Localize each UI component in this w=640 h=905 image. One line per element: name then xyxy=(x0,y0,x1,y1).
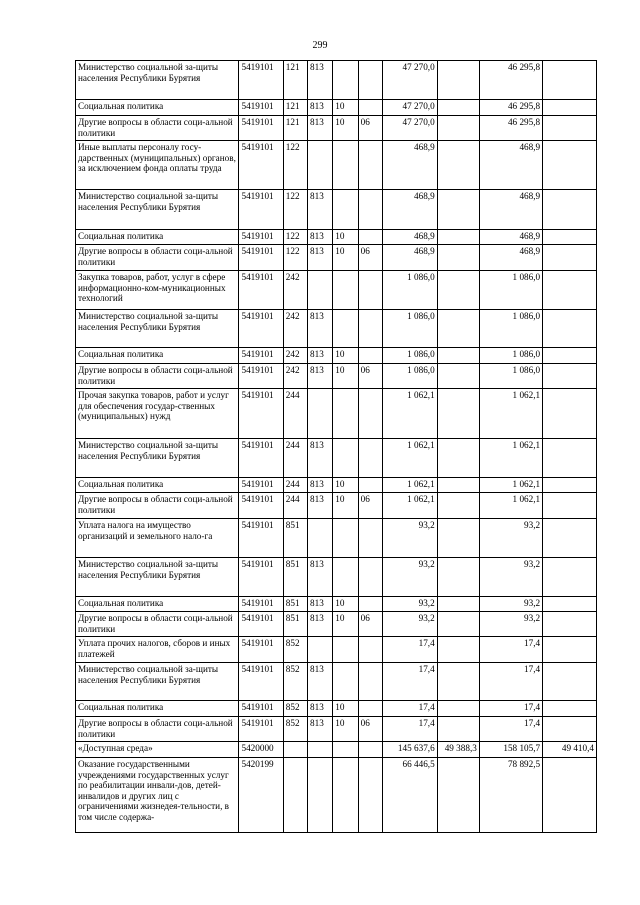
amount-year1-cell: 1 086,0 xyxy=(382,271,437,310)
amount-year1-cell: 93,2 xyxy=(382,558,437,597)
subsection-cell xyxy=(358,61,382,100)
amount-year1-cell: 17,4 xyxy=(382,637,437,663)
amount-year2-federal-cell xyxy=(543,558,597,597)
amount-year2-federal-cell xyxy=(543,637,597,663)
administrator-cell: 813 xyxy=(308,348,333,364)
subsection-cell xyxy=(358,100,382,116)
amount-year1-cell: 93,2 xyxy=(382,612,437,637)
target-article-cell: 5419101 xyxy=(239,597,283,612)
amount-year1-federal-cell xyxy=(437,612,479,637)
row-name-cell: Социальная политика xyxy=(76,348,239,364)
amount-year2-cell: 46 295,8 xyxy=(479,116,542,141)
amount-year2-federal-cell xyxy=(543,271,597,310)
amount-year2-federal-cell xyxy=(543,190,597,230)
subsection-cell: 06 xyxy=(358,717,382,742)
amount-year1-cell: 145 637,6 xyxy=(382,742,437,758)
subsection-cell xyxy=(358,271,382,310)
amount-year1-federal-cell xyxy=(437,190,479,230)
section-cell xyxy=(333,190,358,230)
amount-year1-federal-cell xyxy=(437,701,479,717)
amount-year2-federal-cell xyxy=(543,717,597,742)
amount-year1-cell: 93,2 xyxy=(382,519,437,558)
target-article-cell: 5419101 xyxy=(239,245,283,271)
amount-year2-cell: 93,2 xyxy=(479,558,542,597)
subsection-cell xyxy=(358,519,382,558)
amount-year2-federal-cell xyxy=(543,663,597,701)
table-row xyxy=(76,230,597,245)
administrator-cell xyxy=(308,519,333,558)
amount-year1-federal-cell xyxy=(437,663,479,701)
amount-year2-federal-cell xyxy=(543,116,597,141)
table-row xyxy=(76,637,597,663)
amount-year2-federal-cell xyxy=(543,701,597,717)
amount-year2-cell: 46 295,8 xyxy=(479,100,542,116)
target-article-cell: 5419101 xyxy=(239,190,283,230)
amount-year1-federal-cell xyxy=(437,389,479,439)
amount-year2-cell: 1 086,0 xyxy=(479,348,542,364)
amount-year2-cell: 17,4 xyxy=(479,717,542,742)
target-article-cell: 5419101 xyxy=(239,348,283,364)
table-row xyxy=(76,558,597,597)
amount-year2-federal-cell xyxy=(543,493,597,519)
target-article-cell: 5419101 xyxy=(239,493,283,519)
amount-year2-cell: 46 295,8 xyxy=(479,61,542,100)
amount-year2-federal-cell xyxy=(543,439,597,478)
section-cell xyxy=(333,389,358,439)
budget-table xyxy=(75,60,597,833)
target-article-cell: 5419101 xyxy=(239,478,283,493)
amount-year2-federal-cell xyxy=(543,519,597,558)
table-row xyxy=(76,61,597,100)
amount-year2-federal-cell: 49 410,4 xyxy=(543,742,597,758)
amount-year1-cell: 47 270,0 xyxy=(382,61,437,100)
administrator-cell: 813 xyxy=(308,61,333,100)
row-name-cell: Уплата налога на имущество организаций и земельного нало-га xyxy=(76,519,239,558)
row-name-cell: Министерство социальной за-щиты населения Республики Бурятия xyxy=(76,663,239,701)
section-cell: 10 xyxy=(333,116,358,141)
subsection-cell xyxy=(358,663,382,701)
amount-year1-federal-cell xyxy=(437,348,479,364)
row-name-cell: Другие вопросы в области соци-альной политики xyxy=(76,612,239,637)
target-article-cell: 5420199 xyxy=(239,758,283,833)
amount-year2-cell: 17,4 xyxy=(479,637,542,663)
amount-year2-cell: 1 062,1 xyxy=(479,493,542,519)
administrator-cell: 813 xyxy=(308,116,333,141)
subsection-cell: 06 xyxy=(358,364,382,389)
row-name-cell: Другие вопросы в области соци-альной политики xyxy=(76,364,239,389)
administrator-cell xyxy=(308,271,333,310)
target-article-cell: 5419101 xyxy=(239,637,283,663)
administrator-cell: 813 xyxy=(308,663,333,701)
target-article-cell: 5419101 xyxy=(239,558,283,597)
subsection-cell xyxy=(358,742,382,758)
amount-year2-cell: 1 062,1 xyxy=(479,478,542,493)
subsection-cell xyxy=(358,558,382,597)
subsection-cell xyxy=(358,439,382,478)
amount-year2-cell: 17,4 xyxy=(479,663,542,701)
amount-year1-federal-cell xyxy=(437,245,479,271)
expense-type-cell: 851 xyxy=(283,519,307,558)
row-name-cell: Уплата прочих налогов, сборов и иных платежей xyxy=(76,637,239,663)
subsection-cell: 06 xyxy=(358,612,382,637)
section-cell xyxy=(333,271,358,310)
expense-type-cell: 122 xyxy=(283,141,307,190)
amount-year1-cell: 1 062,1 xyxy=(382,478,437,493)
section-cell xyxy=(333,439,358,478)
section-cell xyxy=(333,637,358,663)
amount-year2-cell: 78 892,5 xyxy=(479,758,542,833)
target-article-cell: 5419101 xyxy=(239,271,283,310)
amount-year1-cell: 17,4 xyxy=(382,717,437,742)
target-article-cell: 5419101 xyxy=(239,100,283,116)
amount-year1-federal-cell xyxy=(437,230,479,245)
table-row xyxy=(76,116,597,141)
amount-year2-cell: 93,2 xyxy=(479,519,542,558)
row-name-cell: Другие вопросы в области соци-альной политики xyxy=(76,493,239,519)
table-row xyxy=(76,493,597,519)
subsection-cell: 06 xyxy=(358,493,382,519)
section-cell xyxy=(333,558,358,597)
subsection-cell xyxy=(358,478,382,493)
target-article-cell: 5419101 xyxy=(239,364,283,389)
table-row xyxy=(76,310,597,348)
row-name-cell: Прочая закупка товаров, работ и услуг для обеспечения государ-ственных (муниципальных) нужд xyxy=(76,389,239,439)
amount-year1-federal-cell xyxy=(437,439,479,478)
administrator-cell xyxy=(308,637,333,663)
row-name-cell: Социальная политика xyxy=(76,597,239,612)
administrator-cell xyxy=(308,742,333,758)
amount-year2-cell: 1 086,0 xyxy=(479,310,542,348)
table-row xyxy=(76,439,597,478)
table-row xyxy=(76,597,597,612)
administrator-cell: 813 xyxy=(308,701,333,717)
row-name-cell: Министерство социальной за-щиты населения Республики Бурятия xyxy=(76,439,239,478)
amount-year2-cell: 468,9 xyxy=(479,230,542,245)
amount-year2-cell: 1 086,0 xyxy=(479,364,542,389)
amount-year1-cell: 1 062,1 xyxy=(382,493,437,519)
expense-type-cell: 244 xyxy=(283,478,307,493)
amount-year2-cell: 1 086,0 xyxy=(479,271,542,310)
section-cell: 10 xyxy=(333,612,358,637)
section-cell: 10 xyxy=(333,597,358,612)
administrator-cell: 813 xyxy=(308,364,333,389)
page-number: 299 xyxy=(312,40,328,51)
subsection-cell xyxy=(358,597,382,612)
subsection-cell xyxy=(358,190,382,230)
amount-year1-cell: 468,9 xyxy=(382,230,437,245)
administrator-cell: 813 xyxy=(308,439,333,478)
table-row xyxy=(76,389,597,439)
amount-year1-federal-cell xyxy=(437,100,479,116)
section-cell: 10 xyxy=(333,348,358,364)
row-name-cell: Министерство социальной за-щиты населения Республики Бурятия xyxy=(76,61,239,100)
expense-type-cell: 121 xyxy=(283,100,307,116)
section-cell: 10 xyxy=(333,230,358,245)
target-article-cell: 5419101 xyxy=(239,116,283,141)
row-name-cell: Оказание государственными учреждениями государственных услуг по реабилитации инвали-дов, детей-инвалидов и других лиц с ограничениями жизнедея-тельности, в том числе содержа- xyxy=(76,758,239,833)
expense-type-cell: 122 xyxy=(283,190,307,230)
row-name-cell: Социальная политика xyxy=(76,100,239,116)
amount-year1-cell: 1 062,1 xyxy=(382,439,437,478)
administrator-cell xyxy=(308,141,333,190)
administrator-cell: 813 xyxy=(308,597,333,612)
target-article-cell: 5419101 xyxy=(239,663,283,701)
amount-year1-cell: 468,9 xyxy=(382,190,437,230)
amount-year1-cell: 66 446,5 xyxy=(382,758,437,833)
expense-type-cell: 851 xyxy=(283,612,307,637)
amount-year1-cell: 47 270,0 xyxy=(382,100,437,116)
table-row xyxy=(76,717,597,742)
amount-year1-federal-cell xyxy=(437,141,479,190)
expense-type-cell: 242 xyxy=(283,348,307,364)
subsection-cell: 06 xyxy=(358,116,382,141)
amount-year1-cell: 93,2 xyxy=(382,597,437,612)
administrator-cell: 813 xyxy=(308,190,333,230)
administrator-cell xyxy=(308,389,333,439)
amount-year1-federal-cell xyxy=(437,493,479,519)
table-row xyxy=(76,663,597,701)
section-cell: 10 xyxy=(333,717,358,742)
expense-type-cell: 244 xyxy=(283,389,307,439)
subsection-cell: 06 xyxy=(358,245,382,271)
section-cell xyxy=(333,61,358,100)
amount-year2-federal-cell xyxy=(543,758,597,833)
administrator-cell: 813 xyxy=(308,310,333,348)
amount-year2-federal-cell xyxy=(543,141,597,190)
row-name-cell: Другие вопросы в области соци-альной политики xyxy=(76,717,239,742)
table-row xyxy=(76,701,597,717)
expense-type-cell: 242 xyxy=(283,271,307,310)
target-article-cell: 5419101 xyxy=(239,612,283,637)
amount-year2-federal-cell xyxy=(543,61,597,100)
expense-type-cell: 244 xyxy=(283,439,307,478)
amount-year1-cell: 1 086,0 xyxy=(382,364,437,389)
section-cell: 10 xyxy=(333,493,358,519)
section-cell: 10 xyxy=(333,100,358,116)
target-article-cell: 5420000 xyxy=(239,742,283,758)
table-row xyxy=(76,190,597,230)
administrator-cell xyxy=(308,758,333,833)
amount-year1-federal-cell xyxy=(437,271,479,310)
amount-year1-cell: 1 062,1 xyxy=(382,389,437,439)
expense-type-cell: 851 xyxy=(283,558,307,597)
expense-type-cell xyxy=(283,758,307,833)
amount-year1-cell: 17,4 xyxy=(382,663,437,701)
expense-type-cell: 242 xyxy=(283,310,307,348)
subsection-cell xyxy=(358,637,382,663)
target-article-cell: 5419101 xyxy=(239,519,283,558)
amount-year2-federal-cell xyxy=(543,478,597,493)
table-row xyxy=(76,758,597,833)
section-cell xyxy=(333,663,358,701)
row-name-cell: Социальная политика xyxy=(76,230,239,245)
amount-year1-cell: 468,9 xyxy=(382,245,437,271)
expense-type-cell: 852 xyxy=(283,701,307,717)
amount-year1-cell: 468,9 xyxy=(382,141,437,190)
expense-type-cell: 852 xyxy=(283,717,307,742)
expense-type-cell: 121 xyxy=(283,61,307,100)
target-article-cell: 5419101 xyxy=(239,310,283,348)
amount-year2-federal-cell xyxy=(543,348,597,364)
amount-year2-federal-cell xyxy=(543,389,597,439)
amount-year1-federal-cell xyxy=(437,597,479,612)
administrator-cell: 813 xyxy=(308,612,333,637)
row-name-cell: «Доступная среда» xyxy=(76,742,239,758)
table-row xyxy=(76,364,597,389)
row-name-cell: Другие вопросы в области соци-альной политики xyxy=(76,116,239,141)
amount-year2-cell: 158 105,7 xyxy=(479,742,542,758)
subsection-cell xyxy=(358,310,382,348)
target-article-cell: 5419101 xyxy=(239,439,283,478)
amount-year2-cell: 93,2 xyxy=(479,612,542,637)
administrator-cell: 813 xyxy=(308,493,333,519)
table-row xyxy=(76,478,597,493)
table-row xyxy=(76,245,597,271)
amount-year1-federal-cell xyxy=(437,478,479,493)
section-cell xyxy=(333,758,358,833)
target-article-cell: 5419101 xyxy=(239,717,283,742)
target-article-cell: 5419101 xyxy=(239,389,283,439)
amount-year1-federal-cell xyxy=(437,116,479,141)
section-cell: 10 xyxy=(333,701,358,717)
subsection-cell xyxy=(358,758,382,833)
expense-type-cell: 851 xyxy=(283,597,307,612)
section-cell xyxy=(333,519,358,558)
amount-year2-cell: 468,9 xyxy=(479,190,542,230)
amount-year1-federal-cell xyxy=(437,364,479,389)
amount-year1-federal-cell xyxy=(437,758,479,833)
administrator-cell: 813 xyxy=(308,245,333,271)
row-name-cell: Социальная политика xyxy=(76,701,239,717)
amount-year1-federal-cell: 49 388,3 xyxy=(437,742,479,758)
amount-year2-federal-cell xyxy=(543,310,597,348)
administrator-cell: 813 xyxy=(308,230,333,245)
subsection-cell xyxy=(358,348,382,364)
amount-year1-cell: 1 086,0 xyxy=(382,348,437,364)
row-name-cell: Министерство социальной за-щиты населения Республики Бурятия xyxy=(76,310,239,348)
table-row xyxy=(76,141,597,190)
subsection-cell xyxy=(358,701,382,717)
amount-year2-cell: 468,9 xyxy=(479,245,542,271)
row-name-cell: Министерство социальной за-щиты населения Республики Бурятия xyxy=(76,558,239,597)
administrator-cell: 813 xyxy=(308,478,333,493)
expense-type-cell: 122 xyxy=(283,230,307,245)
expense-type-cell: 122 xyxy=(283,245,307,271)
amount-year2-federal-cell xyxy=(543,597,597,612)
section-cell: 10 xyxy=(333,478,358,493)
target-article-cell: 5419101 xyxy=(239,230,283,245)
amount-year1-federal-cell xyxy=(437,558,479,597)
administrator-cell: 813 xyxy=(308,100,333,116)
table-row xyxy=(76,519,597,558)
subsection-cell xyxy=(358,141,382,190)
table-row xyxy=(76,100,597,116)
row-name-cell: Другие вопросы в области соци-альной политики xyxy=(76,245,239,271)
expense-type-cell: 121 xyxy=(283,116,307,141)
section-cell xyxy=(333,141,358,190)
row-name-cell: Закупка товаров, работ, услуг в сфере информационно-ком-муникационных технологий xyxy=(76,271,239,310)
amount-year1-federal-cell xyxy=(437,61,479,100)
row-name-cell: Министерство социальной за-щиты населения Республики Бурятия xyxy=(76,190,239,230)
section-cell: 10 xyxy=(333,364,358,389)
amount-year2-federal-cell xyxy=(543,364,597,389)
amount-year2-federal-cell xyxy=(543,612,597,637)
amount-year2-cell: 468,9 xyxy=(479,141,542,190)
amount-year2-cell: 93,2 xyxy=(479,597,542,612)
amount-year1-cell: 47 270,0 xyxy=(382,116,437,141)
table-row xyxy=(76,271,597,310)
amount-year2-federal-cell xyxy=(543,245,597,271)
amount-year2-cell: 17,4 xyxy=(479,701,542,717)
target-article-cell: 5419101 xyxy=(239,61,283,100)
administrator-cell: 813 xyxy=(308,558,333,597)
expense-type-cell: 852 xyxy=(283,637,307,663)
section-cell: 10 xyxy=(333,245,358,271)
table-row xyxy=(76,612,597,637)
expense-type-cell: 244 xyxy=(283,493,307,519)
row-name-cell: Социальная политика xyxy=(76,478,239,493)
expense-type-cell xyxy=(283,742,307,758)
amount-year2-federal-cell xyxy=(543,100,597,116)
amount-year1-federal-cell xyxy=(437,637,479,663)
section-cell xyxy=(333,310,358,348)
target-article-cell: 5419101 xyxy=(239,701,283,717)
target-article-cell: 5419101 xyxy=(239,141,283,190)
amount-year1-federal-cell xyxy=(437,310,479,348)
budget-table-body xyxy=(76,61,597,833)
amount-year1-cell: 17,4 xyxy=(382,701,437,717)
amount-year2-cell: 1 062,1 xyxy=(479,389,542,439)
subsection-cell xyxy=(358,389,382,439)
amount-year2-cell: 1 062,1 xyxy=(479,439,542,478)
amount-year1-cell: 1 086,0 xyxy=(382,310,437,348)
row-name-cell: Иные выплаты персоналу госу-дарственных (муниципальных) органов, за исключением фонда оплаты труда xyxy=(76,141,239,190)
amount-year1-federal-cell xyxy=(437,519,479,558)
amount-year2-federal-cell xyxy=(543,230,597,245)
amount-year1-federal-cell xyxy=(437,717,479,742)
section-cell xyxy=(333,742,358,758)
table-row xyxy=(76,348,597,364)
expense-type-cell: 852 xyxy=(283,663,307,701)
subsection-cell xyxy=(358,230,382,245)
administrator-cell: 813 xyxy=(308,717,333,742)
table-row xyxy=(76,742,597,758)
expense-type-cell: 242 xyxy=(283,364,307,389)
